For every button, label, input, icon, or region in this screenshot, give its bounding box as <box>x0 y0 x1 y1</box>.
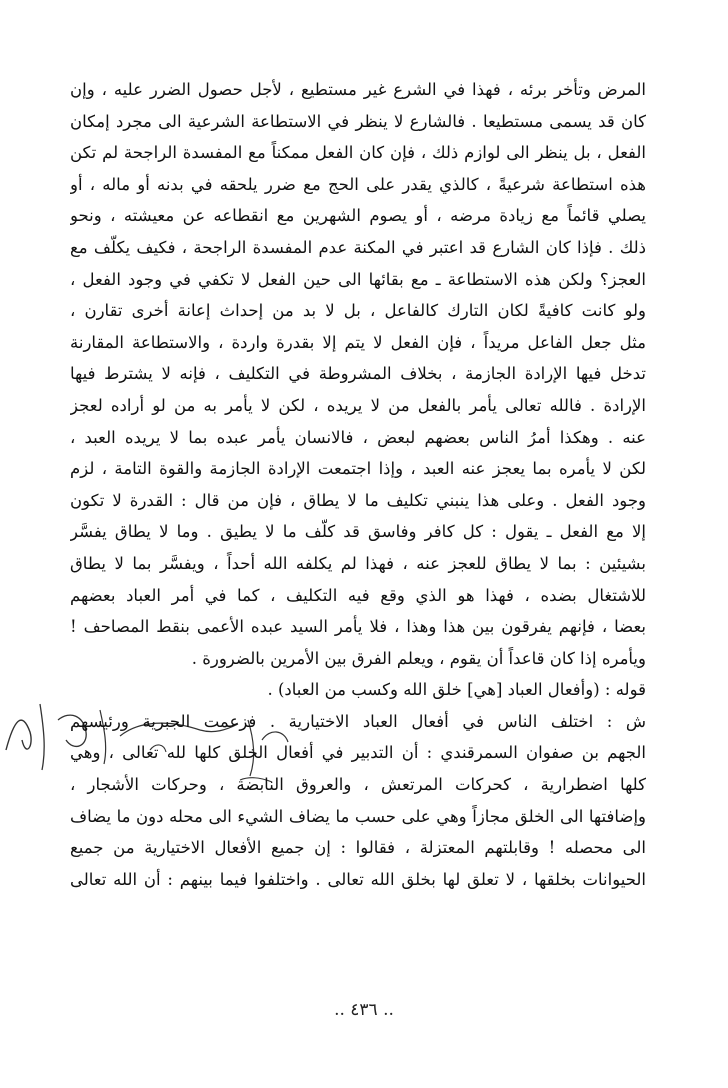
text-line: العجز؟ ولكن هذه الاستطاعة ـ مع بقائها الى حين الفعل لا تكفي في وجود الفعل ، <box>70 269 646 289</box>
text-line: المرض وتأخر برئه ، فهذا في الشرع غير مستطيع ، لأجل حصول الضرر عليه ، وإن <box>70 80 646 99</box>
main-text <box>70 74 646 895</box>
text-line: وإضافتها الى الخلق مجازاً وهي على حسب ما يضاف الشيء الى محله دون ما يضاف <box>70 806 646 826</box>
text-line: لكن لا يأمره بما يعجز عنه العبد ، وإذا اجتمعت الإرادة الجازمة والقوة التامة ، لزم <box>70 459 646 479</box>
text-line: تدخل فيها الإرادة الجازمة ، بخلاف المشروطة في التكليف ، فإنه لا يشترط فيها <box>70 364 646 384</box>
text-line: بشيئين : بما لا يطاق للعجز عنه ، فهذا لم يكلفه الله أحداً ، ويفسَّر بما لا يطاق <box>70 553 646 573</box>
text-line: كان قد يسمى مستطيعا . فالشارع لا ينظر في الاستطاعة الشرعية الى مجرد إمكان <box>70 111 646 131</box>
text-line: وجود الفعل . وعلى هذا ينبني تكليف ما لا يطاق ، فإن من قال : القدرة لا تكون <box>70 490 646 510</box>
page-number: .. ٤٣٦ .. <box>334 1000 394 1020</box>
text-line: عنه . وهكذا أمرُ الناس بعضهم لبعض ، فالانسان يأمر عبده بما لا يريده العبد ، <box>70 427 646 447</box>
text-line: الجهم بن صفوان السمرقندي : أن التدبير في أفعال الخلق كلها لله تعالى ، وهي <box>70 743 646 763</box>
text-line: هذه استطاعة شرعيةً ، كالذي يقدر على الحج مع ضرر يلحقه في بدنه أو ماله ، أو <box>70 174 646 194</box>
text-line: الفعل ، بل ينظر الى لوازم ذلك ، فإن كان الفعل ممكناً مع المفسدة الراجحة لم تكن <box>70 143 646 163</box>
text-line: ويأمره إذا كان قاعداً أن يقوم ، ويعلم الفرق بين الأمرين بالضرورة . <box>191 648 646 668</box>
text-line: للاشتغال بضده ، فهذا هو الذي وقع فيه التكليف ، كما في أمر العباد بعضهم <box>70 585 646 605</box>
text-line: الى محصله ! وقابلتهم المعتزلة ، فقالوا : إن جميع الأفعال الاختيارية من جميع <box>70 838 646 858</box>
text-line: ولو كانت كافيةً لكان التارك كالفاعل ، بل لا بد من إحداث إعانة أخرى تقارن ، <box>70 301 646 321</box>
text-line: إلا مع الفعل ـ يقول : كل كافر وفاسق قد كلّف ما لا يطيق . وما لا يطاق يفسَّر <box>70 522 646 542</box>
text-line: يصلي قائماً مع زيادة مرضه ، أو يصوم الشهرين مع انقطاعه عن معيشته ، ونحو <box>70 206 646 226</box>
text-line: كلها اضطرارية ، كحركات المرتعش ، والعروق النابضة ، وحركات الأشجار ، <box>70 775 646 795</box>
text-line: الإرادة . فالله تعالى يأمر بالفعل من لا يريده ، لكن لا يأمر به من لو أراده لعجز <box>70 395 646 415</box>
text-line: ش : اختلف الناس في أفعال العباد الاختيارية . فزعمت الجبرية ورئيسهم <box>70 711 646 731</box>
section-heading-line: قوله : (وأفعال العباد [هي] خلق الله وكسب من العباد) . <box>267 680 646 700</box>
text-line: الحيوانات بخلقها ، لا تعلق لها بخلق الله تعالى . واختلفوا فيما بينهم : أن الله تعالى <box>70 869 646 889</box>
text-line: ذلك . فإذا كان الشارع قد اعتبر في المكنة عدم المفسدة الراجحة ، فكيف يكلّف مع <box>70 237 646 257</box>
text-line: بعضا ، فإنهم يفرقون بين هذا وهذا ، فلا يأمر السيد عبده الأعمى بنقط المصاحف ! <box>70 617 646 637</box>
text-line: مثل جعل الفاعل مريداً ، فإن الفعل لا يتم إلا بقدرة واردة ، والاستطاعة المقارنة <box>70 332 646 352</box>
